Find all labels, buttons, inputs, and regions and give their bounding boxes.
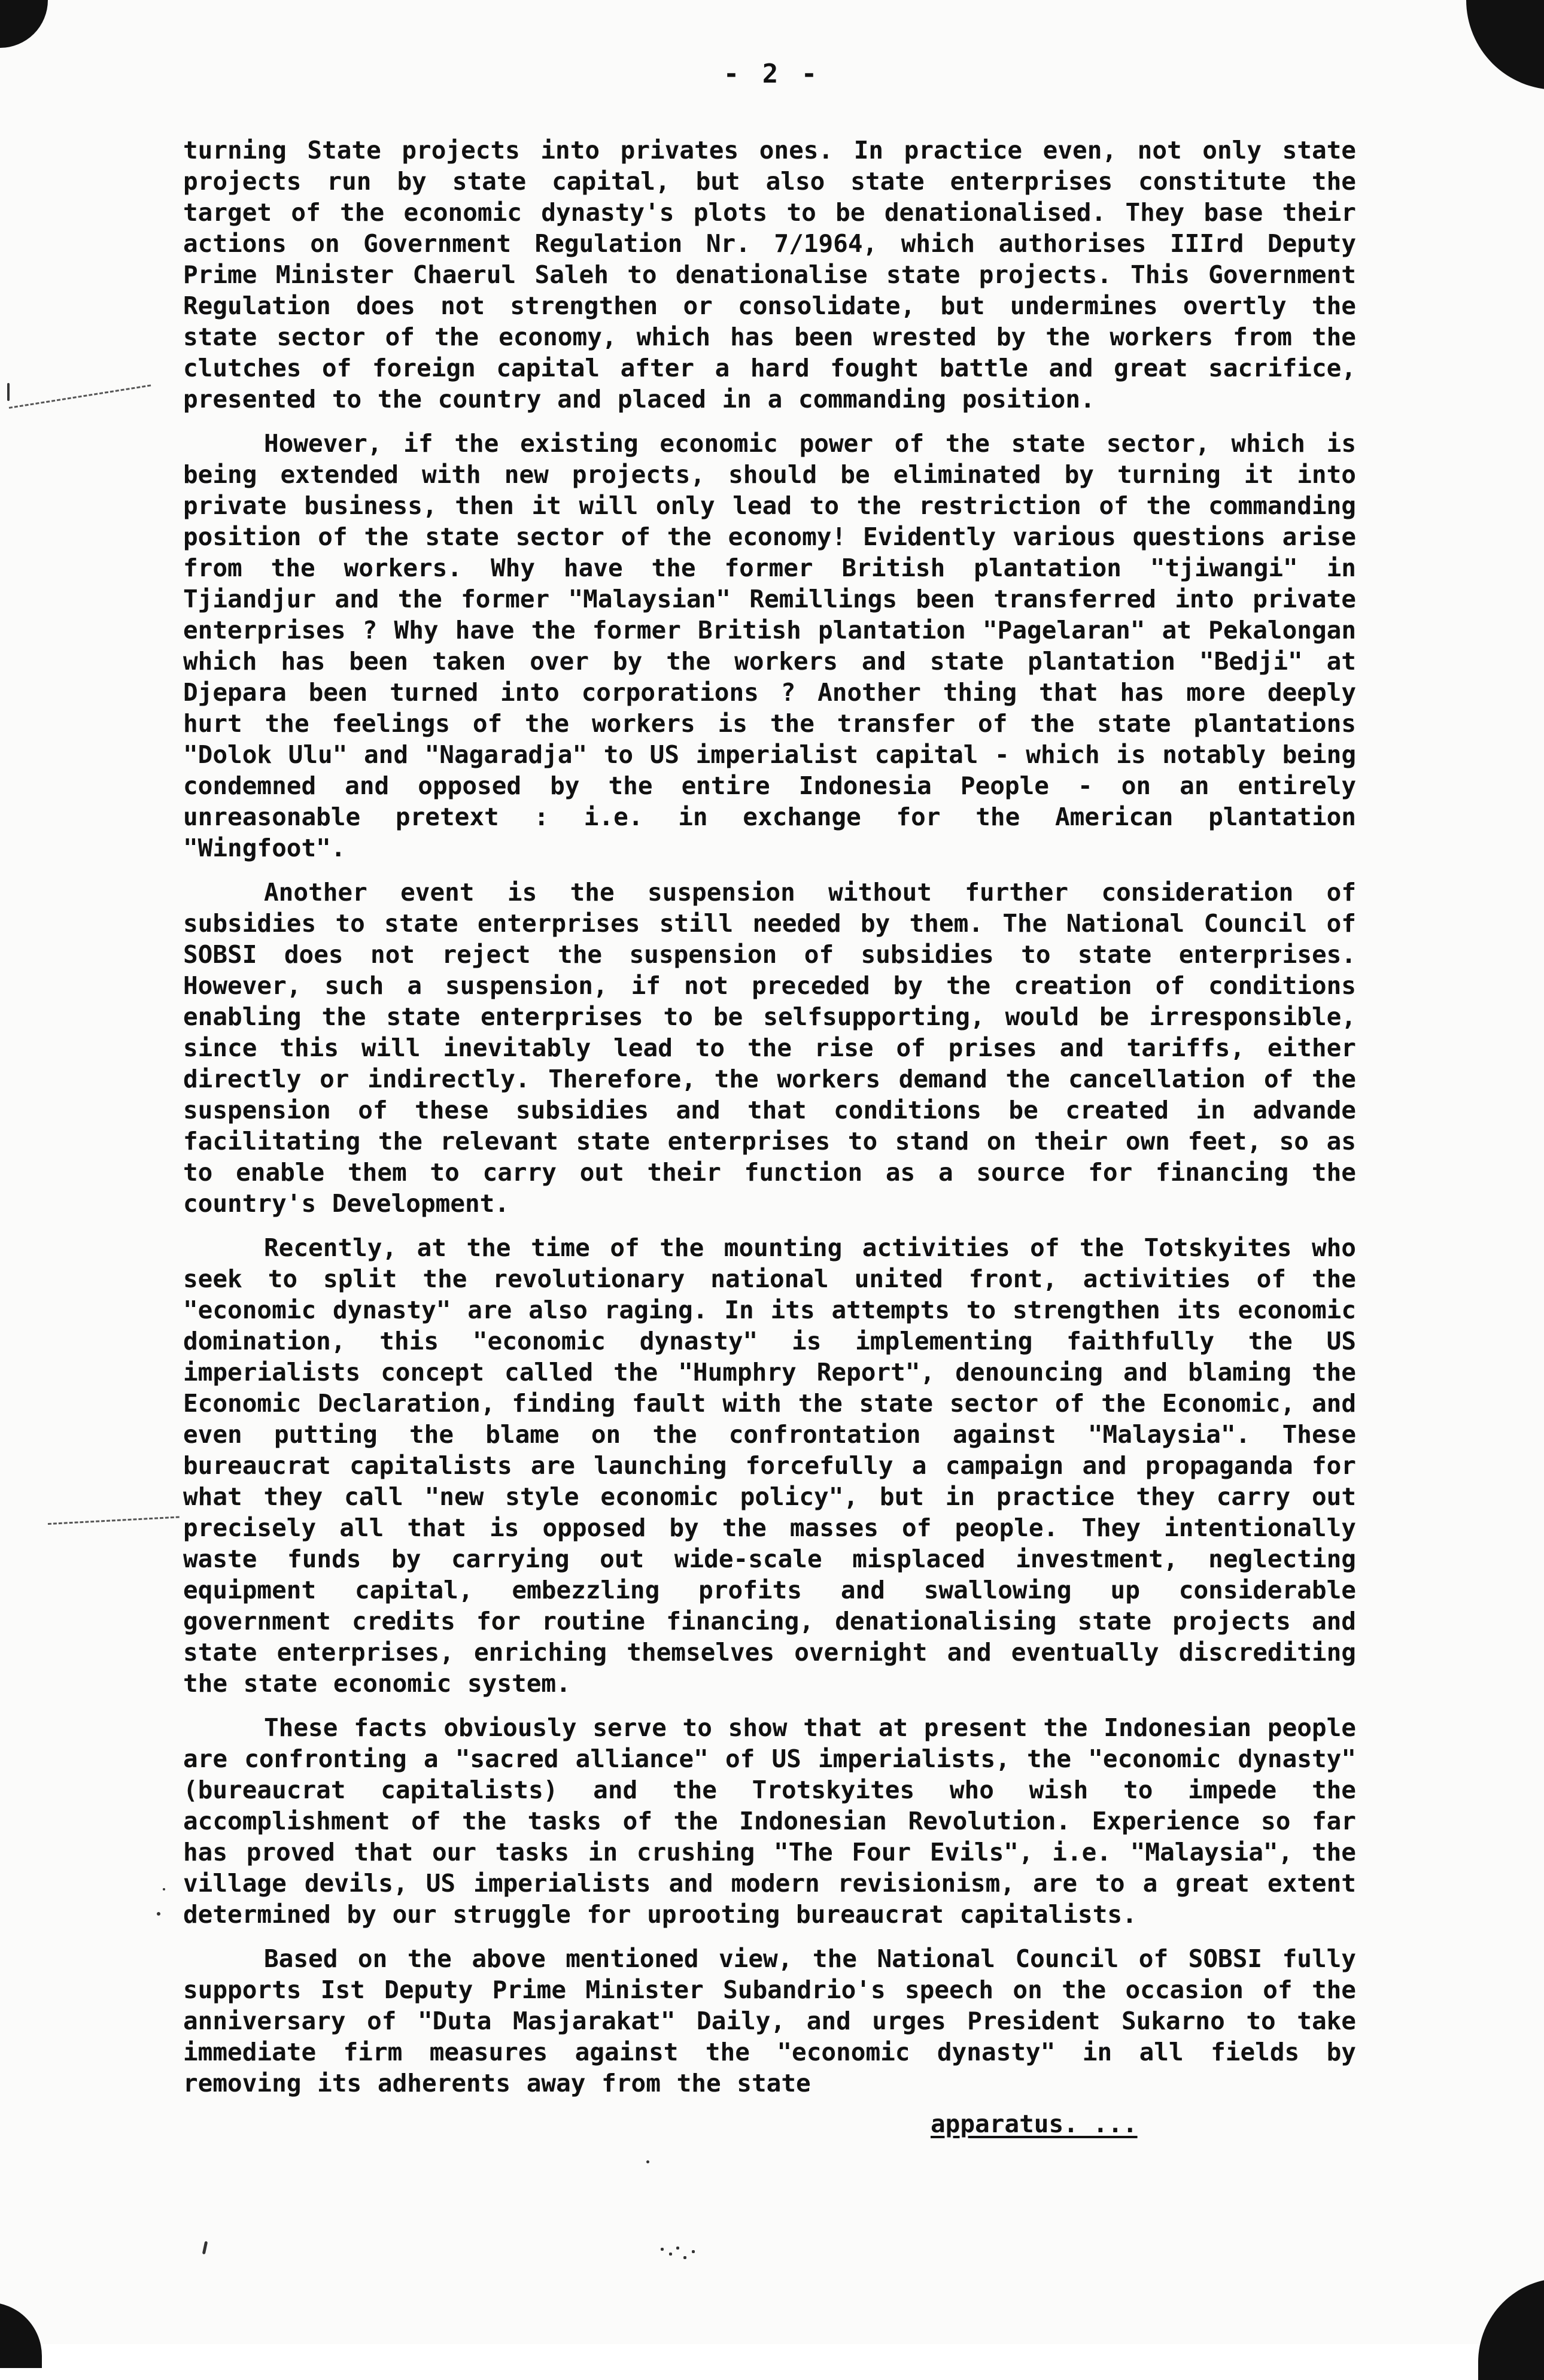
- paragraph-5: These facts obviously serve to show that at present the Indonesian people are confronting a "sacred alliance" of US imperialists, the "economic dynasty" (bureaucrat capitalists) and the Trotskyites who wish to impede the accomplishment of the tasks of the Indonesian Revolution. Experience so far has proved that our tasks in crushing "The Four Evils", i.e. "Malaysia", the village devils, US imperialists and modern revisionism, are to a great extent determined by our struggle for uprooting bureaucrat capitalists.: [183, 1713, 1356, 1929]
- paragraph-3: Another event is the suspension without further consideration of subsidies to state enterprises still needed by them. The National Council of SOBSI does not reject the suspension of subsidies to state enterprises. However, such a suspension, if not preceded by the creation of conditions enabling the state enterprises to be selfsupporting, would be irresponsible, since this will inevitably lead to the rise of prises and tariffs, either directly or indirectly. Therefore, the workers demand the cancellation of the suspension of these subsidies and that conditions be created in advande facilitating the relevant state enterprises to stand on their own feet, so as to enable them to carry out their function as a source for financing the country's Development.: [183, 878, 1356, 1218]
- catchword: apparatus. ...: [931, 2110, 1138, 2138]
- scan-corner-top-left: [0, 0, 48, 48]
- margin-speck: [157, 1912, 160, 1916]
- paragraph-1: turning State projects into privates ones. In practice even, not only state projects run by state capital, but also state enterprises constitute the target of the economic dynasty's plots to be denationalised. They base their actions on Government Regulation Nr. 7/1964, which authorises IIIrd Deputy Prime Minister Chaerul Saleh to denationalise state projects. This Government Regulation does not strengthen or consolidate, but undermines overtly the state sector of the economy, which has been wrested by the workers from the clutches of foreign capital after a hard fought battle and great sacrifice, presented to the country and placed in a commanding position.: [183, 136, 1356, 414]
- margin-speck: [646, 2160, 649, 2163]
- body-text: [183, 135, 1356, 2112]
- margin-pencil-mark: [48, 1516, 180, 1525]
- scan-corner-top-right: [1466, 0, 1544, 90]
- paragraph-2: However, if the existing economic power of the state sector, which is being extended with new projects, should be eliminated by turning it into private business, then it will only lead to the restriction of the commanding position of the state sector of the economy! Evidently various questions arise from the workers. Why have the former British plantation "tjiwangi" in Tjiandjur and the former "Malaysian" Remillings been transferred into private enterprises ? Why have the former British plantation "Pagelaran" at Pekalongan which has been taken over by the workers and state plantation "Bedji" at Djepara been turned into corporations ? Another thing that has more deeply hurt the feelings of the workers is the transfer of the state plantations "Dolok Ulu" and "Nagaradja" to US imperialist capital - which is notably being condemned and opposed by the entire Indonesia People - on an entirely unreasonable pretext : i.e. in exchange for the American plantation "Wingfoot".: [183, 429, 1356, 862]
- margin-speck: [163, 1888, 165, 1890]
- page-number: - 2 -: [723, 59, 821, 89]
- scan-corner-bottom-right: [1478, 2278, 1544, 2380]
- margin-pencil-mark: [9, 384, 151, 409]
- scan-specks: [658, 2244, 706, 2268]
- scan-corner-bottom-left: [0, 2302, 42, 2368]
- paragraph-6: Based on the above mentioned view, the National Council of SOBSI fully supports Ist Deputy Prime Minister Subandrio's speech on the occasion of the anniversary of "Duta Masjarakat" Daily, and urges President Sukarno to take immediate firm measures against the "economic dynasty" in all fields by removing its adherents away from the state: [183, 1944, 1356, 2098]
- paragraph-4: Recently, at the time of the mounting activities of the Totskyites who seek to split the revolutionary national united front, activities of the "economic dynasty" are also raging. In its attempts to strengthen its economic domination, this "economic dynasty" is implementing faithfully the US imperialists concept called the "Humphry Report", denouncing and blaming the Economic Declaration, finding fault with the state sector of the Economic, and even putting the blame on the confrontation against "Malaysia". These bureaucrat capitalists are launching forcefully a campaign and propaganda for what they call "new style economic policy", but in practice they carry out precisely all that is opposed by the masses of people. They intentionally waste funds by carrying out wide-scale misplaced investment, neglecting equipment capital, embezzling profits and swallowing up considerable government credits for routine financing, denationalising state projects and state enterprises, enriching themselves overnight and eventually discrediting the state economic system.: [183, 1233, 1356, 1698]
- margin-speck: [7, 383, 10, 401]
- margin-speck: [202, 2241, 208, 2255]
